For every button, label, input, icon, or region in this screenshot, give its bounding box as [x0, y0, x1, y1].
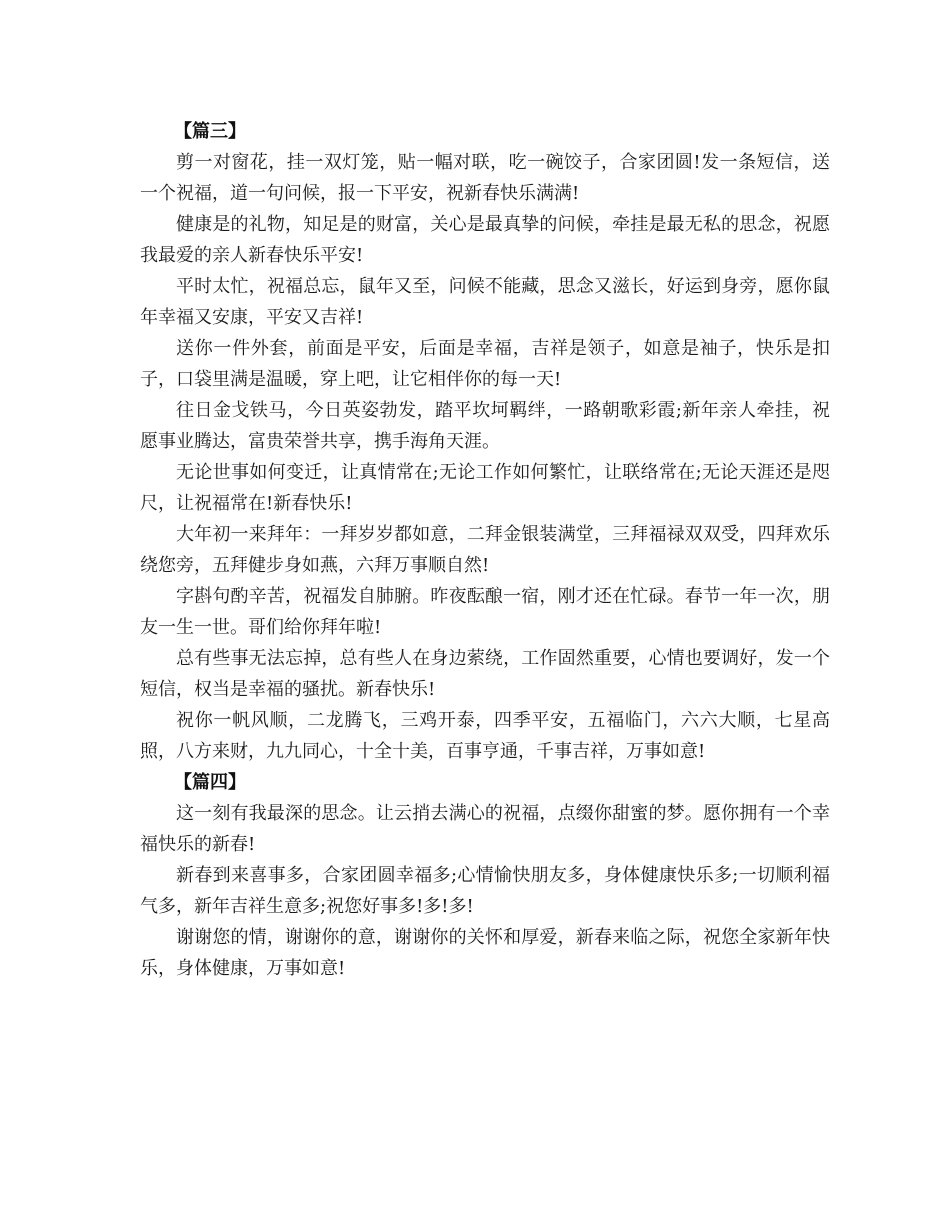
paragraph: 总有些事无法忘掉，总有些人在身边萦绕，工作固然重要，心情也要调好，发一个短信，权当是幸福的骚扰。新春快乐!	[140, 648, 830, 700]
paragraph: 这一刻有我最深的思念。让云捎去满心的祝福，点缀你甜蜜的梦。愿你拥有一个幸福快乐的新春!	[140, 803, 830, 855]
paragraph: 谢谢您的情，谢谢你的意，谢谢你的关怀和厚爱，新春来临之际，祝您全家新年快乐，身体健康，万事如意!	[140, 927, 830, 979]
document-body	[140, 116, 830, 984]
section-heading: 【篇三】	[174, 121, 246, 142]
paragraph: 送你一件外套，前面是平安，后面是幸福，吉祥是领子，如意是袖子，快乐是扣子，口袋里满是温暖，穿上吧，让它相伴你的每一天!	[140, 338, 830, 390]
paragraph: 剪一对窗花，挂一双灯笼，贴一幅对联，吃一碗饺子，合家团圆!发一条短信，送一个祝福，道一句问候，报一下平安，祝新春快乐满满!	[140, 152, 830, 204]
paragraph: 祝你一帆风顺，二龙腾飞，三鸡开泰，四季平安，五福临门，六六大顺，七星高照，八方来财，九九同心，十全十美，百事亨通，千事吉祥，万事如意!	[140, 710, 830, 762]
paragraph: 平时太忙，祝福总忘，鼠年又至，问候不能藏，思念又滋长，好运到身旁，愿你鼠年幸福又安康，平安又吉祥!	[140, 276, 830, 328]
paragraph: 新春到来喜事多，合家团圆幸福多;心情愉快朋友多，身体健康快乐多;一切顺利福气多，新年吉祥生意多;祝您好事多!多!多!	[140, 865, 830, 917]
paragraph: 健康是的礼物，知足是的财富，关心是最真挚的问候，牵挂是最无私的思念，祝愿我最爱的亲人新春快乐平安!	[140, 214, 830, 266]
paragraph: 大年初一来拜年：一拜岁岁都如意，二拜金银装满堂，三拜福禄双双受，四拜欢乐绕您旁，五拜健步身如燕，六拜万事顺自然!	[140, 524, 830, 576]
section-heading: 【篇四】	[174, 772, 246, 793]
paragraph: 往日金戈铁马，今日英姿勃发，踏平坎坷羁绊，一路朝歌彩霞;新年亲人牵挂，祝愿事业腾达，富贵荣誉共享，携手海角天涯。	[140, 400, 830, 452]
paragraph: 字斟句酌辛苦，祝福发自肺腑。昨夜酝酿一宿，刚才还在忙碌。春节一年一次，朋友一生一世。哥们给你拜年啦!	[140, 586, 830, 638]
paragraph: 无论世事如何变迁，让真情常在;无论工作如何繁忙，让联络常在;无论天涯还是咫尺，让祝福常在!新春快乐!	[140, 462, 830, 514]
